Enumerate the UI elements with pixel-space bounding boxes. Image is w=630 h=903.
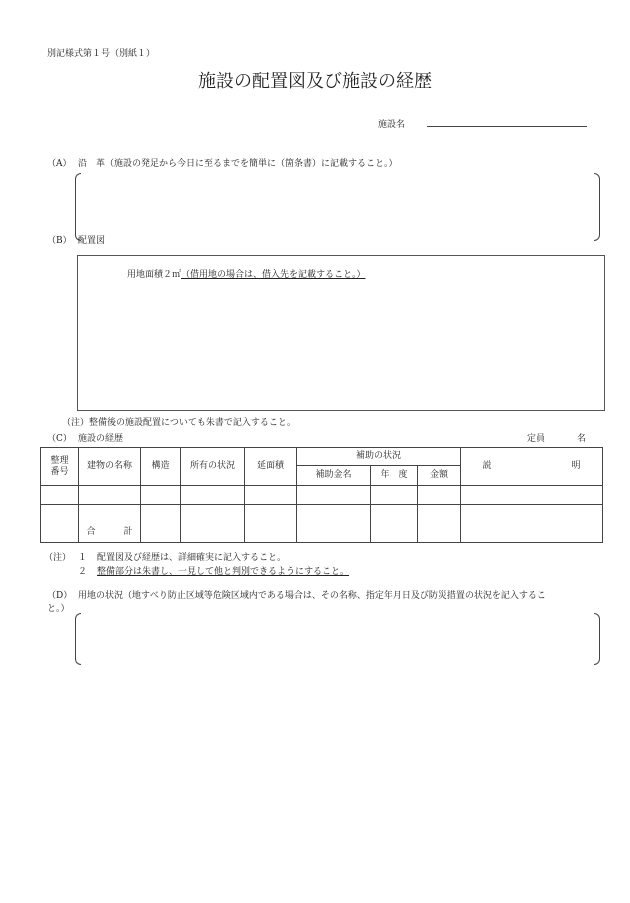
header-year: 年 度 bbox=[371, 466, 418, 486]
section-c-heading: 施設の経歴 bbox=[78, 434, 124, 444]
cell[interactable] bbox=[141, 486, 181, 505]
total-char1: 合 bbox=[86, 527, 96, 537]
header-building: 建物の名称 bbox=[79, 448, 141, 486]
cell[interactable] bbox=[41, 486, 79, 505]
header-amount: 金額 bbox=[418, 466, 461, 486]
header-number-line1: 整理 bbox=[50, 455, 69, 466]
cell[interactable] bbox=[461, 505, 603, 543]
total-cell bbox=[79, 505, 141, 543]
cell[interactable] bbox=[245, 505, 297, 543]
table-notes-prefix: （注） bbox=[44, 553, 72, 563]
cell[interactable] bbox=[371, 505, 418, 543]
land-status-input-area[interactable] bbox=[82, 615, 592, 663]
cell[interactable] bbox=[297, 505, 371, 543]
note-2-text: 整備部分は朱書し、一見して他と判別できるようにすること。 bbox=[97, 567, 350, 577]
total-char2: 計 bbox=[123, 527, 133, 537]
layout-note: （注）整備後の施設配置についても朱書で記入すること。 bbox=[62, 418, 296, 428]
cell[interactable] bbox=[461, 486, 603, 505]
form-id: 別記様式第１号（別紙１） bbox=[47, 49, 156, 59]
section-a-label: （A） bbox=[47, 159, 72, 169]
section-d-heading-line1: 用地の状況（地すべり防止区域等危険区域内である場合は、その名称、指定年月日及び防災措置の状況を記入するこ bbox=[78, 591, 546, 601]
cell[interactable] bbox=[245, 486, 297, 505]
note-1-number: １ bbox=[78, 553, 88, 563]
cell[interactable] bbox=[371, 486, 418, 505]
cell[interactable] bbox=[181, 486, 245, 505]
land-status-bracket-right bbox=[594, 613, 600, 665]
header-number-line2: 番号 bbox=[50, 466, 69, 477]
note-2-number: ２ bbox=[78, 567, 88, 577]
header-structure: 構造 bbox=[141, 448, 181, 486]
section-b-heading: 配置図 bbox=[78, 236, 106, 246]
table-row bbox=[41, 486, 603, 505]
header-description bbox=[461, 448, 603, 486]
facility-name-field[interactable] bbox=[427, 124, 587, 127]
section-a-heading: 沿 革（施設の発足から今日に至るまでを簡単に（箇条書）に記載すること。） bbox=[78, 159, 398, 169]
land-status-bracket-left bbox=[75, 613, 81, 665]
page-title: 施設の配置図及び施設の経歴 bbox=[198, 71, 432, 92]
cell[interactable] bbox=[181, 505, 245, 543]
table-row-total bbox=[41, 505, 603, 543]
history-bracket-right bbox=[594, 173, 600, 241]
header-subsidy-name: 補助金名 bbox=[297, 466, 371, 486]
site-area-note: （借用地の場合は、借入先を記載すること。） bbox=[181, 270, 366, 280]
header-description-char2: 明 bbox=[571, 461, 581, 471]
cell[interactable] bbox=[418, 505, 461, 543]
cell[interactable] bbox=[297, 486, 371, 505]
cell[interactable] bbox=[418, 486, 461, 505]
capacity-unit: 名 bbox=[577, 434, 587, 444]
header-subsidy: 補助の状況 bbox=[297, 448, 461, 466]
section-d-label: （D） bbox=[47, 591, 73, 601]
history-bracket-left bbox=[75, 173, 81, 241]
header-ownership: 所有の状況 bbox=[181, 448, 245, 486]
header-floor-area: 延面積 bbox=[245, 448, 297, 486]
history-input-area[interactable] bbox=[82, 175, 592, 239]
site-area-text bbox=[127, 267, 366, 280]
site-area-label: 用地面積２㎡ bbox=[127, 270, 182, 280]
cell[interactable] bbox=[41, 505, 79, 543]
cell[interactable] bbox=[79, 486, 141, 505]
header-description-char1: 説 bbox=[482, 461, 492, 471]
facility-name-label: 施設名 bbox=[378, 120, 406, 130]
section-c-label: （C） bbox=[47, 434, 72, 444]
section-d-heading-line2: と。） bbox=[47, 604, 70, 614]
capacity-label: 定員 bbox=[527, 434, 546, 444]
note-1-text: 配置図及び経歴は、詳細確実に記入すること。 bbox=[97, 553, 287, 563]
header-number bbox=[41, 448, 79, 486]
section-b-label: （B） bbox=[47, 236, 72, 246]
cell[interactable] bbox=[141, 505, 181, 543]
facility-history-table bbox=[40, 447, 603, 543]
